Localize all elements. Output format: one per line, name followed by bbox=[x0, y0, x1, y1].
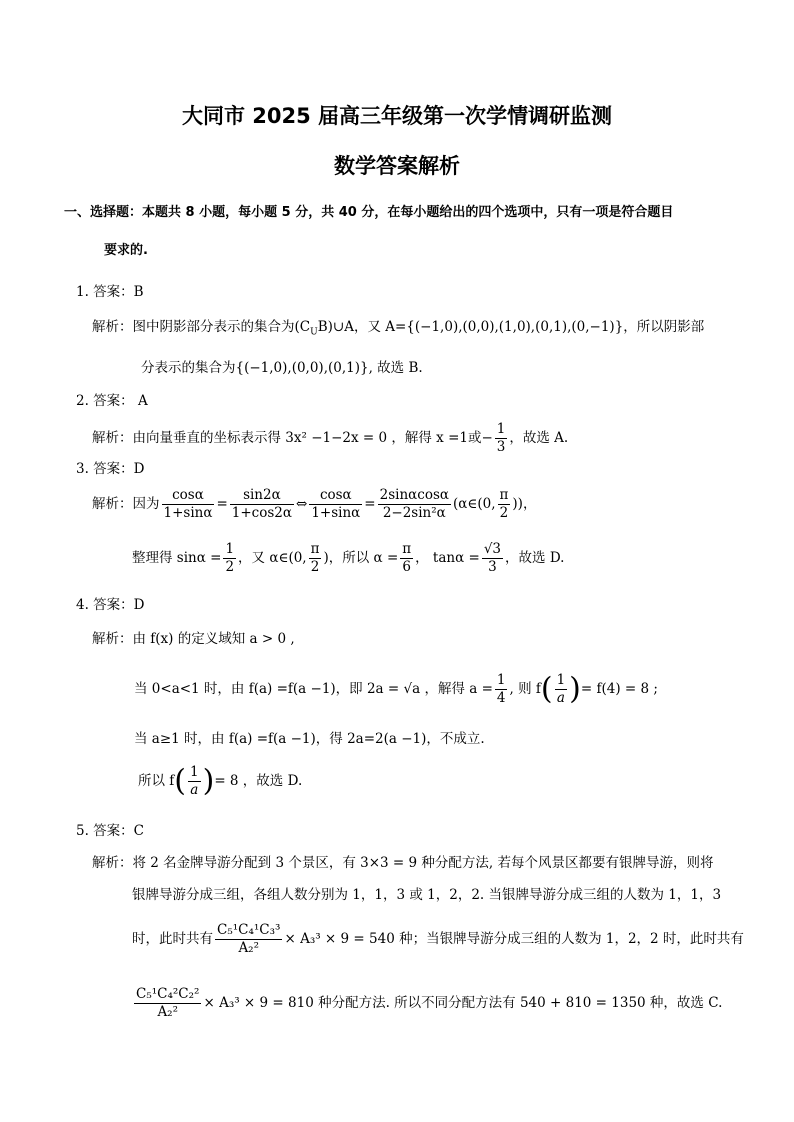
q5-analysis-line1: 解析：将 2 名金牌导游分配到 3 个景区，有 3×3 = 9 种分配方法, 若每个风景区都要有银牌导游，则将 bbox=[92, 855, 714, 871]
q3-l2-mid2: )，所以 α = bbox=[323, 550, 399, 566]
q1-sub: U bbox=[310, 327, 318, 338]
q5-analysis-line2: 银牌导游分成三组，各组人数分别为 1，1，3 或 1，2，2. 当银牌导游分成三组的人数为 1，1，3 bbox=[132, 887, 722, 903]
q5-frac2-den: A₂² bbox=[157, 1004, 179, 1020]
q3-tan-num: √3 bbox=[483, 541, 502, 557]
q4-l2-pre: 当 0<a<1 时，由 f(a) =f(a −1)，即 2a = √a ，解得 a = bbox=[134, 681, 493, 697]
q4-analysis-line1: 解析：由 f(x) 的定义域知 a > 0 , bbox=[92, 631, 295, 647]
q2-text-b: ，故选 A. bbox=[509, 430, 569, 446]
document-subtitle: 数学答案解析 bbox=[334, 154, 460, 178]
q3-pi6-num: π bbox=[402, 541, 412, 557]
q4-l4-rparen: ) bbox=[202, 763, 215, 799]
q3-frac3-den: 1+sinα bbox=[311, 505, 361, 521]
q3-half-num: 1 bbox=[225, 541, 235, 557]
q5-analysis-line4 bbox=[132, 982, 722, 1024]
q1-analysis-line1 bbox=[92, 318, 704, 336]
q3-pi2-num: π bbox=[310, 541, 320, 557]
q2-fraction bbox=[495, 421, 508, 456]
q5-frac1 bbox=[215, 922, 282, 957]
q3-pi2 bbox=[309, 541, 322, 576]
q4-l2-post: = f(4) = 8 ; bbox=[580, 681, 658, 697]
q5-analysis-line3 bbox=[132, 918, 744, 960]
q5-l4-post: × A₃³ × 9 = 810 种分配方法. 所以不同分配方法有 540 + 810 = 1350 种，故选 C. bbox=[203, 995, 723, 1011]
document-title: 大同市 2025 届高三年级第一次学情调研监测 bbox=[181, 104, 613, 128]
q2-frac-den: 3 bbox=[496, 439, 506, 455]
q3-frac2-num: sin2α bbox=[230, 487, 294, 505]
q4-inv-num: 1 bbox=[556, 672, 566, 688]
q3-text-pre: 解析：因为 bbox=[92, 496, 160, 512]
q3-cond-post: ))， bbox=[512, 496, 537, 512]
q3-iff: ⇔ bbox=[296, 496, 308, 512]
q3-frac1 bbox=[162, 487, 215, 522]
q4-l4-lparen: ( bbox=[174, 763, 187, 799]
q3-frac1-num: cosα bbox=[162, 487, 215, 505]
q3-frac2-den: 1+cos2α bbox=[231, 505, 293, 521]
q3-l2-post: ，故选 D. bbox=[505, 550, 565, 566]
q2-answer: 2. 答案： A bbox=[76, 393, 148, 409]
q2-text-a: 解析：由向量垂直的坐标表示得 3x² −1−2x = 0 ，解得 x =1或− bbox=[92, 430, 493, 446]
q3-half bbox=[223, 541, 236, 576]
q4-l4-pre: 所以 f bbox=[138, 773, 175, 789]
q3-l2-pre: 整理得 sinα = bbox=[132, 550, 222, 566]
q4-analysis-line4 bbox=[138, 758, 302, 804]
q3-cond-pre: (α∈(0, bbox=[453, 496, 496, 512]
q4-answer: 4. 答案：D bbox=[76, 597, 145, 613]
q3-frac4 bbox=[378, 487, 451, 522]
q3-pi2-den: 2 bbox=[310, 559, 320, 575]
q3-frac2 bbox=[230, 487, 294, 522]
q3-half-den: 2 bbox=[225, 559, 235, 575]
q3-tan-den: 3 bbox=[488, 559, 497, 575]
q4-l2-mid: , 则 f bbox=[509, 681, 541, 697]
q4-rparen: ) bbox=[569, 671, 581, 707]
q4-l4-post: = 8 ，故选 D. bbox=[214, 773, 303, 789]
q4-analysis-line3: 当 a≥1 时，由 f(a) =f(a −1)，得 2a=2(a −1)，不成立. bbox=[134, 731, 485, 747]
q1-text-b: B)∪A，又 A={(−1,0),(0,0),(1,0),(0,1),(0,−1)}，所以阴影部 bbox=[317, 319, 705, 335]
q3-frac1-den: 1+sinα bbox=[163, 505, 213, 521]
q3-frac4-den: 2−2sin²α bbox=[382, 505, 446, 521]
q1-text-a: 解析：图中阴影部分表示的集合为(C bbox=[92, 319, 311, 335]
q3-cond-den: 2 bbox=[499, 505, 509, 521]
q3-frac3 bbox=[309, 487, 362, 522]
q3-l2-mid: ，又 α∈(0, bbox=[238, 550, 307, 566]
q4-l4-den: a bbox=[190, 782, 199, 798]
section-heading-line2: 要求的. bbox=[104, 243, 148, 258]
q3-frac3-num: cosα bbox=[309, 487, 362, 505]
q3-analysis-line2 bbox=[132, 538, 564, 578]
q3-cond-num: π bbox=[499, 487, 509, 503]
q1-analysis-line2: 分表示的集合为{(−1,0),(0,0),(0,1)}, 故选 B. bbox=[141, 360, 423, 376]
q4-quarter bbox=[495, 672, 508, 707]
q4-analysis-line2 bbox=[134, 666, 658, 712]
q3-l2-mid3: ， tanα = bbox=[415, 550, 480, 566]
q4-l4-frac bbox=[188, 764, 201, 799]
q5-l3-pre: 时，此时共有 bbox=[132, 931, 213, 947]
q3-pi6-den: 6 bbox=[402, 559, 411, 575]
q4-inv-den: a bbox=[556, 690, 565, 706]
q4-quarter-num: 1 bbox=[496, 672, 506, 688]
q4-inv-a bbox=[555, 672, 568, 707]
q2-frac-num: 1 bbox=[496, 421, 506, 437]
q3-tan bbox=[482, 541, 503, 576]
q3-analysis-line1: 解析：因为 $\frac{\cos\alpha}{1+\sin\alpha}$ = $\frac{\sin 2\alpha}{1+\cos 2\alpha}$ ⇔ $\frac{\cos\alpha}{1+\sin\alpha}$ = $\frac{2\sin\alpha\cos\alpha}{\text{2−2sin²α}}$ (α∈(0, $\frac{\pi}{2}$ ))， bbox=[92, 487, 537, 521]
q4-quarter-den: 4 bbox=[496, 690, 506, 706]
section-heading-line1: 一、选择题：本题共 8 小题，每小题 5 分，共 40 分，在每小题给出的四个选项中，只有一项是符合题目 bbox=[64, 205, 674, 220]
q5-answer: 5. 答案：C bbox=[76, 823, 145, 839]
q5-frac1-den: A₂² bbox=[238, 940, 260, 956]
q3-frac4-num: 2sinαcosα bbox=[379, 487, 449, 503]
q5-frac2-num: C₅¹C₄²C₂² bbox=[136, 986, 200, 1002]
q3-answer: 3. 答案：D bbox=[76, 461, 145, 477]
q1-answer: 1. 答案：B bbox=[76, 284, 144, 300]
q5-frac1-num: C₅¹C₄¹C₃³ bbox=[217, 922, 281, 938]
q4-l4-num: 1 bbox=[190, 764, 199, 780]
q5-l3-mid: × A₃³ × 9 = 540 种；当银牌导游分成三组的人数为 1，2，2 时，此时共有 bbox=[284, 931, 744, 947]
q3-cond-frac bbox=[498, 487, 511, 522]
q3-pi6 bbox=[400, 541, 413, 576]
q2-analysis bbox=[92, 418, 568, 458]
q4-lparen: ( bbox=[540, 671, 553, 707]
q5-frac2 bbox=[134, 986, 201, 1021]
